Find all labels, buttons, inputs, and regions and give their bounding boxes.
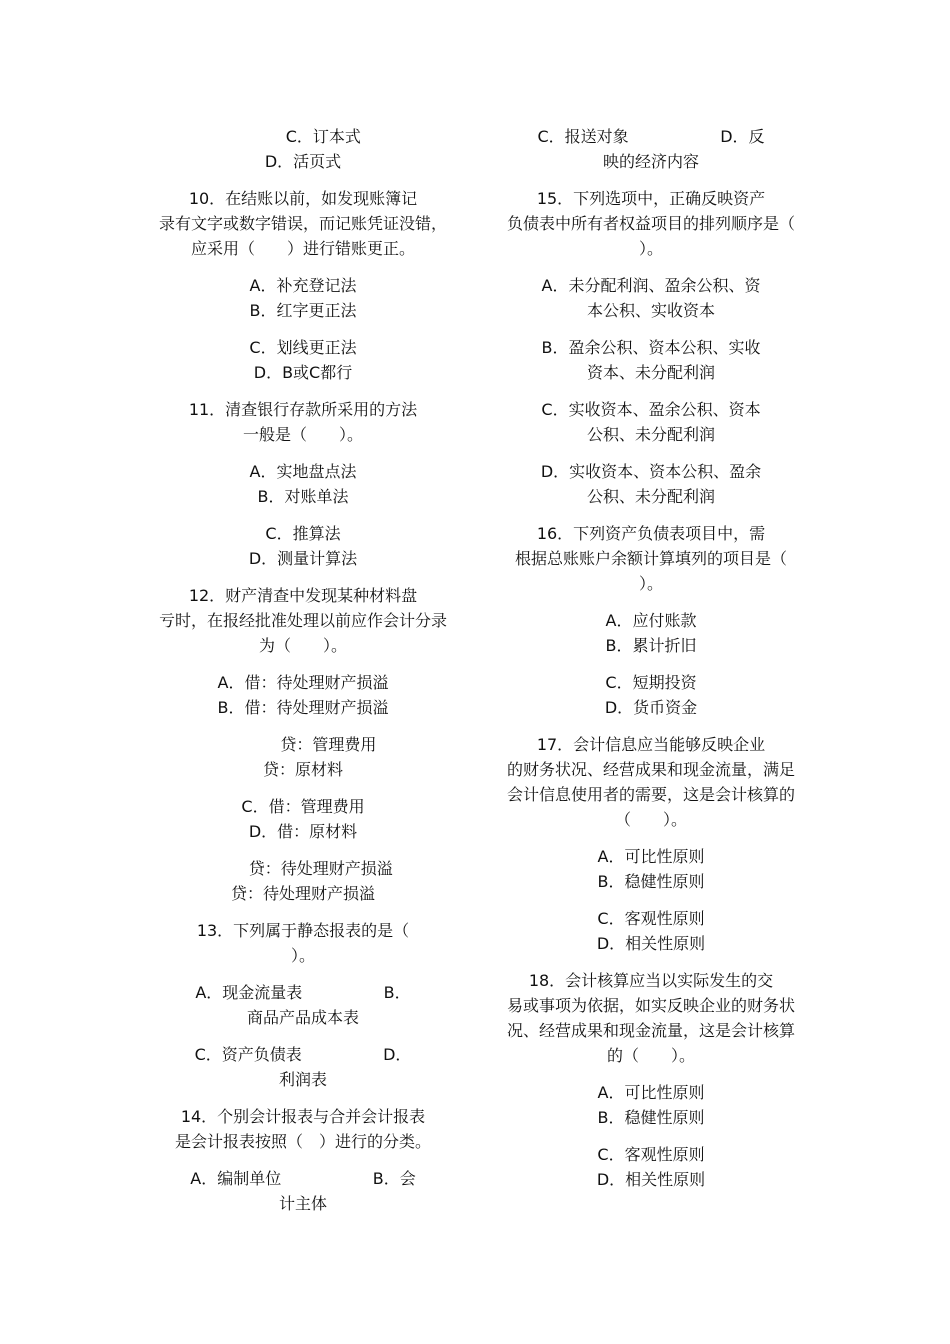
text-line: 会计信息使用者的需要，这是会计核算的 bbox=[506, 785, 795, 804]
text-block bbox=[148, 918, 458, 968]
text-line: 资本、未分配利润 bbox=[586, 363, 715, 382]
text-block bbox=[148, 670, 458, 720]
text-block bbox=[148, 1042, 458, 1092]
text-line: B．红字更正法 bbox=[249, 301, 357, 320]
text-block bbox=[496, 1142, 806, 1192]
text-line: 亏时，在报经批准处理以前应作会计分录 bbox=[158, 611, 447, 630]
text-line: 11．清查银行存款所采用的方法 bbox=[188, 400, 418, 419]
text-line: 利润表 bbox=[278, 1070, 327, 1089]
text-block bbox=[496, 732, 806, 832]
text-line: 商品产品成本表 bbox=[246, 1008, 359, 1027]
text-line: A．编制单位 B．会 bbox=[190, 1169, 416, 1188]
text-line: 贷：管理费用 bbox=[229, 735, 377, 754]
text-line: 贷：原材料 bbox=[262, 760, 343, 779]
text-line: D．测量计算法 bbox=[248, 549, 358, 568]
text-line: 是会计报表按照（ ）进行的分类。 bbox=[174, 1132, 431, 1151]
text-line: ）。 bbox=[638, 239, 663, 258]
text-line: 的财务状况、经营成果和现金流量，满足 bbox=[506, 760, 795, 779]
text-line: B．稳健性原则 bbox=[597, 872, 705, 891]
text-line: 一般是（ ）。 bbox=[242, 425, 363, 444]
text-line: C．实收资本、盈余公积、资本 bbox=[541, 400, 761, 419]
text-line: D．B或C都行 bbox=[253, 363, 353, 382]
text-block bbox=[148, 980, 458, 1030]
text-line: 根据总账账户余额计算填列的项目是（ bbox=[514, 549, 787, 568]
text-line: B．借：待处理财产损溢 bbox=[217, 698, 389, 717]
text-block bbox=[148, 1104, 458, 1154]
text-line: 计主体 bbox=[278, 1194, 327, 1213]
text-block bbox=[496, 906, 806, 956]
text-block bbox=[148, 794, 458, 844]
text-line: C．短期投资 bbox=[605, 673, 697, 692]
text-line: 公积、未分配利润 bbox=[586, 487, 715, 506]
text-line: A．未分配利润、盈余公积、资 bbox=[541, 276, 761, 295]
text-block bbox=[496, 1080, 806, 1130]
text-line: C．推算法 bbox=[265, 524, 341, 543]
text-block bbox=[148, 335, 458, 385]
text-block bbox=[496, 608, 806, 658]
text-line: 易或事项为依据，如实反映企业的财务状 bbox=[506, 996, 795, 1015]
text-line: 况、经营成果和现金流量，这是会计核算 bbox=[506, 1021, 795, 1040]
text-line: B．累计折旧 bbox=[605, 636, 697, 655]
text-block bbox=[148, 186, 458, 261]
text-line: B．稳健性原则 bbox=[597, 1108, 705, 1127]
text-line: 贷：待处理财产损溢 bbox=[213, 859, 393, 878]
text-block bbox=[148, 732, 458, 782]
text-line: C．划线更正法 bbox=[249, 338, 357, 357]
text-line: A．借：待处理财产损溢 bbox=[217, 673, 389, 692]
text-line: A．可比性原则 bbox=[597, 1083, 705, 1102]
text-line: D．活页式 bbox=[264, 152, 342, 171]
text-line: B．对账单法 bbox=[257, 487, 349, 506]
text-block bbox=[496, 397, 806, 447]
text-line: D．相关性原则 bbox=[596, 934, 706, 953]
text-block bbox=[496, 273, 806, 323]
right-column bbox=[496, 124, 806, 1204]
text-line: 13．下列属于静态报表的是（ bbox=[196, 921, 410, 940]
text-line: 17．会计信息应当能够反映企业 bbox=[536, 735, 766, 754]
text-line: 映的经济内容 bbox=[602, 152, 699, 171]
text-line: A．现金流量表 B． bbox=[195, 983, 411, 1002]
text-line: C．报送对象 D．反 bbox=[537, 127, 765, 146]
text-block bbox=[496, 335, 806, 385]
text-block bbox=[148, 124, 458, 174]
text-line: 18．会计核算应当以实际发生的交 bbox=[528, 971, 774, 990]
text-line: 12．财产清查中发现某种材料盘 bbox=[188, 586, 418, 605]
text-line: B．盈余公积、资本公积、实收 bbox=[541, 338, 761, 357]
text-line: C．借：管理费用 bbox=[241, 797, 365, 816]
text-block bbox=[148, 1166, 458, 1216]
text-line: 15．下列选项中，正确反映资产 bbox=[536, 189, 766, 208]
text-block bbox=[148, 521, 458, 571]
text-line: A．应付账款 bbox=[605, 611, 697, 630]
text-line: ）。 bbox=[290, 946, 315, 965]
text-line: C．订本式 bbox=[245, 127, 361, 146]
text-line: 录有文字或数字错误，而记账凭证没错， bbox=[158, 214, 447, 233]
text-line: 负债表中所有者权益项目的排列顺序是（ bbox=[506, 214, 795, 233]
text-block bbox=[496, 670, 806, 720]
text-line: A．可比性原则 bbox=[597, 847, 705, 866]
text-line: 公积、未分配利润 bbox=[586, 425, 715, 444]
text-line: 的（ ）。 bbox=[606, 1046, 695, 1065]
text-line: ）。 bbox=[638, 574, 663, 593]
text-line: C．客观性原则 bbox=[597, 1145, 705, 1164]
text-line: A．实地盘点法 bbox=[249, 462, 357, 481]
text-line: 14．个别会计报表与合并会计报表 bbox=[180, 1107, 426, 1126]
text-line: 10．在结账以前，如发现账簿记 bbox=[188, 189, 418, 208]
text-line: C．资产负债表 D． bbox=[194, 1045, 412, 1064]
text-line: D．相关性原则 bbox=[596, 1170, 706, 1189]
text-block bbox=[148, 397, 458, 447]
text-block bbox=[496, 186, 806, 261]
text-block bbox=[148, 273, 458, 323]
text-line: C．客观性原则 bbox=[597, 909, 705, 928]
left-column bbox=[148, 124, 458, 1228]
text-line: D．借：原材料 bbox=[248, 822, 358, 841]
text-line: D．实收资本、资本公积、盈余 bbox=[540, 462, 762, 481]
text-block bbox=[148, 459, 458, 509]
text-line: 贷：待处理财产损溢 bbox=[230, 884, 375, 903]
text-line: （ ）。 bbox=[614, 810, 687, 829]
text-block bbox=[496, 459, 806, 509]
text-line: A．补充登记法 bbox=[249, 276, 357, 295]
text-block bbox=[148, 856, 458, 906]
text-block bbox=[496, 968, 806, 1068]
text-line: 本公积、实收资本 bbox=[586, 301, 715, 320]
text-line: 应采用（ ）进行错账更正。 bbox=[190, 239, 415, 258]
text-block bbox=[148, 583, 458, 658]
text-block bbox=[496, 844, 806, 894]
text-block bbox=[496, 521, 806, 596]
text-line: 为（ ）。 bbox=[258, 636, 347, 655]
text-line: D．货币资金 bbox=[604, 698, 698, 717]
text-block bbox=[496, 124, 806, 174]
text-line: 16．下列资产负债表项目中，需 bbox=[536, 524, 766, 543]
